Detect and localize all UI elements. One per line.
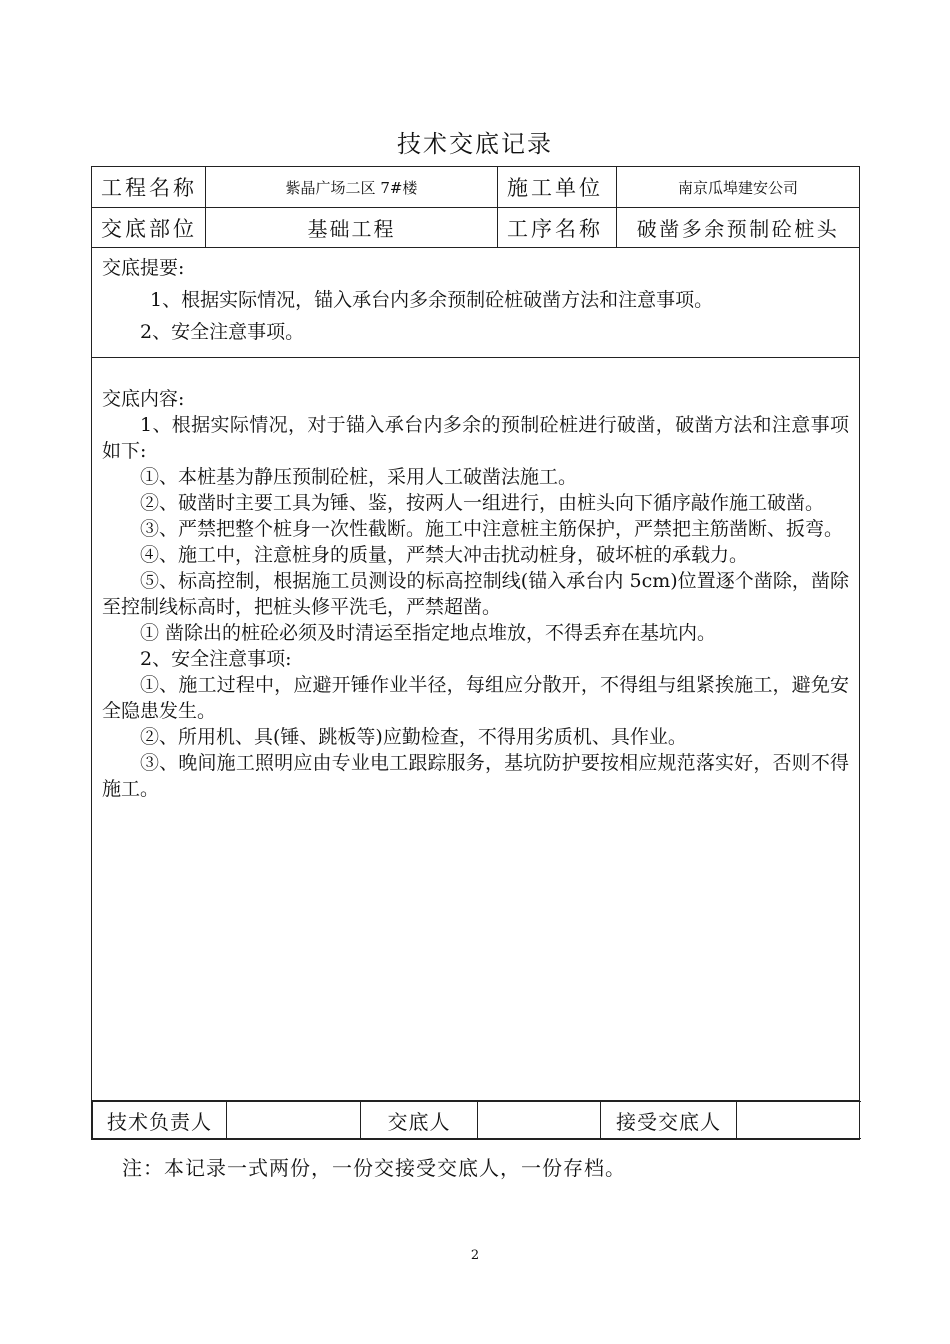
content-paragraph: ①、本桩基为静压预制砼桩，采用人工破凿法施工。 [140, 466, 578, 488]
summary-item: 2、安全注意事项。 [140, 321, 305, 343]
content-paragraph: ②、破凿时主要工具为锤、鉴，按两人一组进行，由桩头向下循序敲作施工破凿。 [140, 492, 825, 514]
signature-row [92, 1101, 860, 1140]
content-paragraph: ③、晚间施工照明应由专业电工跟踪服务，基坑防护要按相应规范落实好，否则不得施工。 [102, 752, 849, 800]
receiver-label: 接受交底人 [601, 1102, 737, 1139]
document-title: 技术交底记录 [397, 130, 553, 158]
content-paragraph: 1、根据实际情况，对于锚入承台内多余的预制砼桩进行破凿，破凿方法和注意事项如下: [102, 414, 849, 462]
process-value: 破凿多余预制砼桩头 [617, 208, 860, 248]
content-paragraph: ①、施工过程中，应避开锤作业半径，每组应分散开，不得组与组紧挨施工，避免安全隐患发生。 [102, 674, 849, 722]
signature-cell [92, 1101, 860, 1140]
receiver-signature[interactable] [737, 1102, 861, 1139]
part-label: 交底部位 [92, 208, 206, 248]
content-paragraph: ④、施工中，注意桩身的质量，严禁大冲击扰动桩身，破坏桩的承载力。 [140, 544, 749, 566]
page-number: 2 [470, 1248, 480, 1263]
summary-item: 1、根据实际情况，锚入承台内多余预制砼桩破凿方法和注意事项。 [150, 289, 714, 311]
summary-row [92, 248, 860, 358]
contractor-value: 南京瓜埠建安公司 [617, 167, 860, 208]
record-note: 注：本记录一式两份，一份交接受交底人，一份存档。 [122, 1156, 626, 1180]
header-row-2 [92, 208, 860, 248]
tech-lead-label: 技术负责人 [93, 1102, 227, 1139]
summary-heading: 交底提要: [102, 257, 185, 279]
tech-lead-signature[interactable] [227, 1102, 361, 1139]
content-paragraph: ⑤、标高控制，根据施工员测设的标高控制线(锚入承台内 5cm)位置逐个凿除，凿除至控制线标高时，把桩头修平洗毛，严禁超凿。 [102, 570, 849, 618]
discloser-signature[interactable] [478, 1102, 601, 1139]
content-cell [92, 358, 860, 1101]
content-paragraph: ③、严禁把整个桩身一次性截断。施工中注意桩主筋保护，严禁把主筋凿断、扳弯。 [140, 518, 844, 540]
project-name-value: 紫晶广场二区 7#楼 [206, 167, 498, 208]
process-label: 工序名称 [498, 208, 617, 248]
disclosure-record-table [91, 166, 860, 1140]
content-paragraph: ②、所用机、具(锤、跳板等)应勤检查，不得用劣质机、具作业。 [140, 726, 687, 748]
signature-table [92, 1101, 861, 1139]
contractor-label: 施工单位 [498, 167, 617, 208]
content-row [92, 358, 860, 1101]
project-name-label: 工程名称 [92, 167, 206, 208]
content-paragraph: ① 凿除出的桩砼必须及时清运至指定地点堆放，不得丢弃在基坑内。 [140, 622, 717, 644]
summary-cell [92, 248, 860, 358]
part-value: 基础工程 [206, 208, 498, 248]
content-heading: 交底内容: [102, 388, 185, 410]
discloser-label: 交底人 [361, 1102, 478, 1139]
header-row-1 [92, 167, 860, 208]
content-paragraph: 2、安全注意事项: [140, 648, 292, 670]
